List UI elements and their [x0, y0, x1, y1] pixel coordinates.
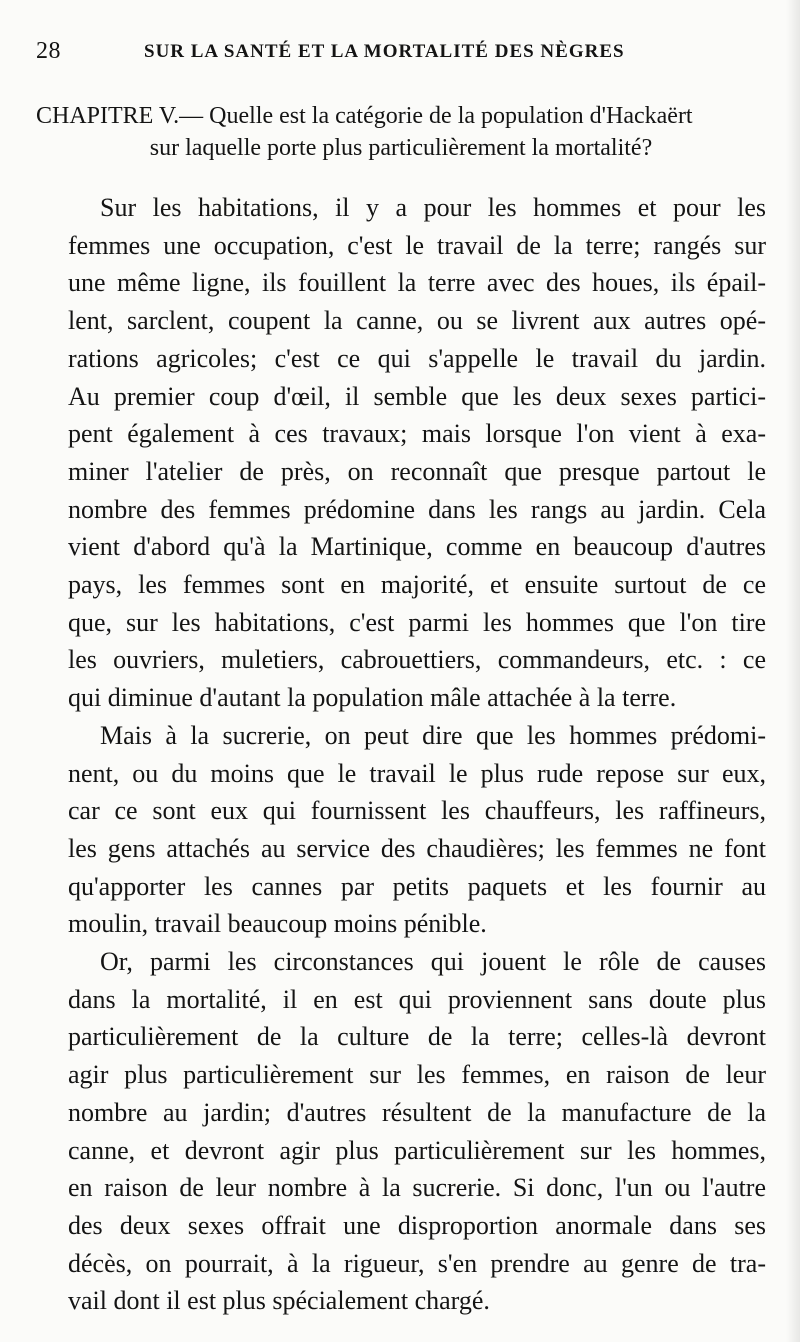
text-line: que, sur les habitations, c'est parmi les hommes que l'on tire	[68, 607, 766, 637]
text-line: moulin, travail beaucoup moins pénible.	[68, 909, 487, 939]
text-line: qu'apporter les cannes par petits paquets et les fournir au	[68, 871, 766, 901]
text-line: nombre des femmes prédomine dans les rangs au jardin. Cela	[68, 494, 766, 524]
chapter-heading	[36, 100, 766, 164]
paragraph-3	[36, 943, 766, 1320]
text-line: agir plus particulièrement sur les femmes, en raison de leur	[68, 1060, 766, 1090]
text-line: Or, parmi les circonstances qui jouent le rôle de causes	[100, 947, 766, 977]
text-line: Sur les habitations, il y a pour les hommes et pour les	[100, 193, 766, 222]
text-line: les ouvriers, muletiers, cabrouettiers, commandeurs, etc. : ce	[68, 645, 766, 675]
paragraph-2	[36, 717, 766, 943]
page-number: 28	[36, 38, 61, 64]
text-line: nent, ou du moins que le travail le plus rude repose sur eux,	[68, 758, 766, 788]
text-line: les gens attachés au service des chaudières; les femmes ne font	[68, 833, 766, 863]
text-line: lent, sarclent, coupent la canne, ou se livrent aux autres opé-	[68, 306, 766, 336]
text-line: en raison de leur nombre à la sucrerie. Si donc, l'un ou l'autre	[68, 1173, 766, 1203]
text-line: particulièrement de la culture de la terre; celles-là devront	[68, 1022, 766, 1052]
chapter-label: CHAPITRE V.	[36, 103, 180, 129]
text-line: pent également à ces travaux; mais lorsque l'on vient à exa-	[68, 419, 766, 449]
page-edge-shadow	[786, 0, 800, 1342]
text-line: pays, les femmes sont en majorité, et ensuite surtout de ce	[68, 570, 766, 600]
text-line: nombre au jardin; d'autres résultent de la manufacture de la	[68, 1097, 766, 1127]
running-title: SUR LA SANTÉ ET LA MORTALITÉ DES NÈGRES	[144, 41, 625, 62]
text-line: rations agricoles; c'est ce qui s'appelle le travail du jardin.	[68, 343, 766, 373]
text-line: qui diminue d'autant la population mâle attachée à la terre.	[68, 683, 677, 713]
body-text	[36, 189, 766, 1320]
text-line: miner l'atelier de près, on reconnaît que presque partout le	[68, 456, 766, 486]
text-line: vail dont il est plus spécialement chargé.	[68, 1286, 490, 1316]
text-line: dans la mortalité, il en est qui proviennent sans doute plus	[68, 984, 766, 1014]
text-line: décès, on pourrait, à la rigueur, s'en prendre au genre de tra-	[68, 1248, 766, 1278]
chapter-title-part-1: — Quelle est la catégorie de la population d'Hackaërt	[179, 103, 693, 129]
text-line: car ce sont eux qui fournissent les chauffeurs, les raffineurs,	[68, 796, 766, 826]
text-line: Au premier coup d'œil, il semble que les deux sexes partici-	[68, 381, 766, 411]
paragraph-1	[36, 189, 766, 717]
chapter-title-part-2: sur laquelle porte plus particulièrement la mortalité?	[149, 135, 653, 161]
text-line: une même ligne, ils fouillent la terre avec des houes, ils épail-	[68, 268, 766, 298]
text-line: femmes une occupation, c'est le travail de la terre; rangés sur	[68, 230, 766, 260]
text-line: canne, et devront agir plus particulièrement sur les hommes,	[68, 1135, 766, 1165]
chapter-heading-line-1	[36, 100, 766, 132]
text-line: des deux sexes offrait une disproportion anormale dans ses	[68, 1210, 766, 1240]
text-line: vient d'abord qu'à la Martinique, comme en beaucoup d'autres	[68, 532, 766, 562]
running-header	[36, 38, 766, 72]
text-line: Mais à la sucrerie, on peut dire que les hommes prédomi-	[100, 720, 766, 750]
